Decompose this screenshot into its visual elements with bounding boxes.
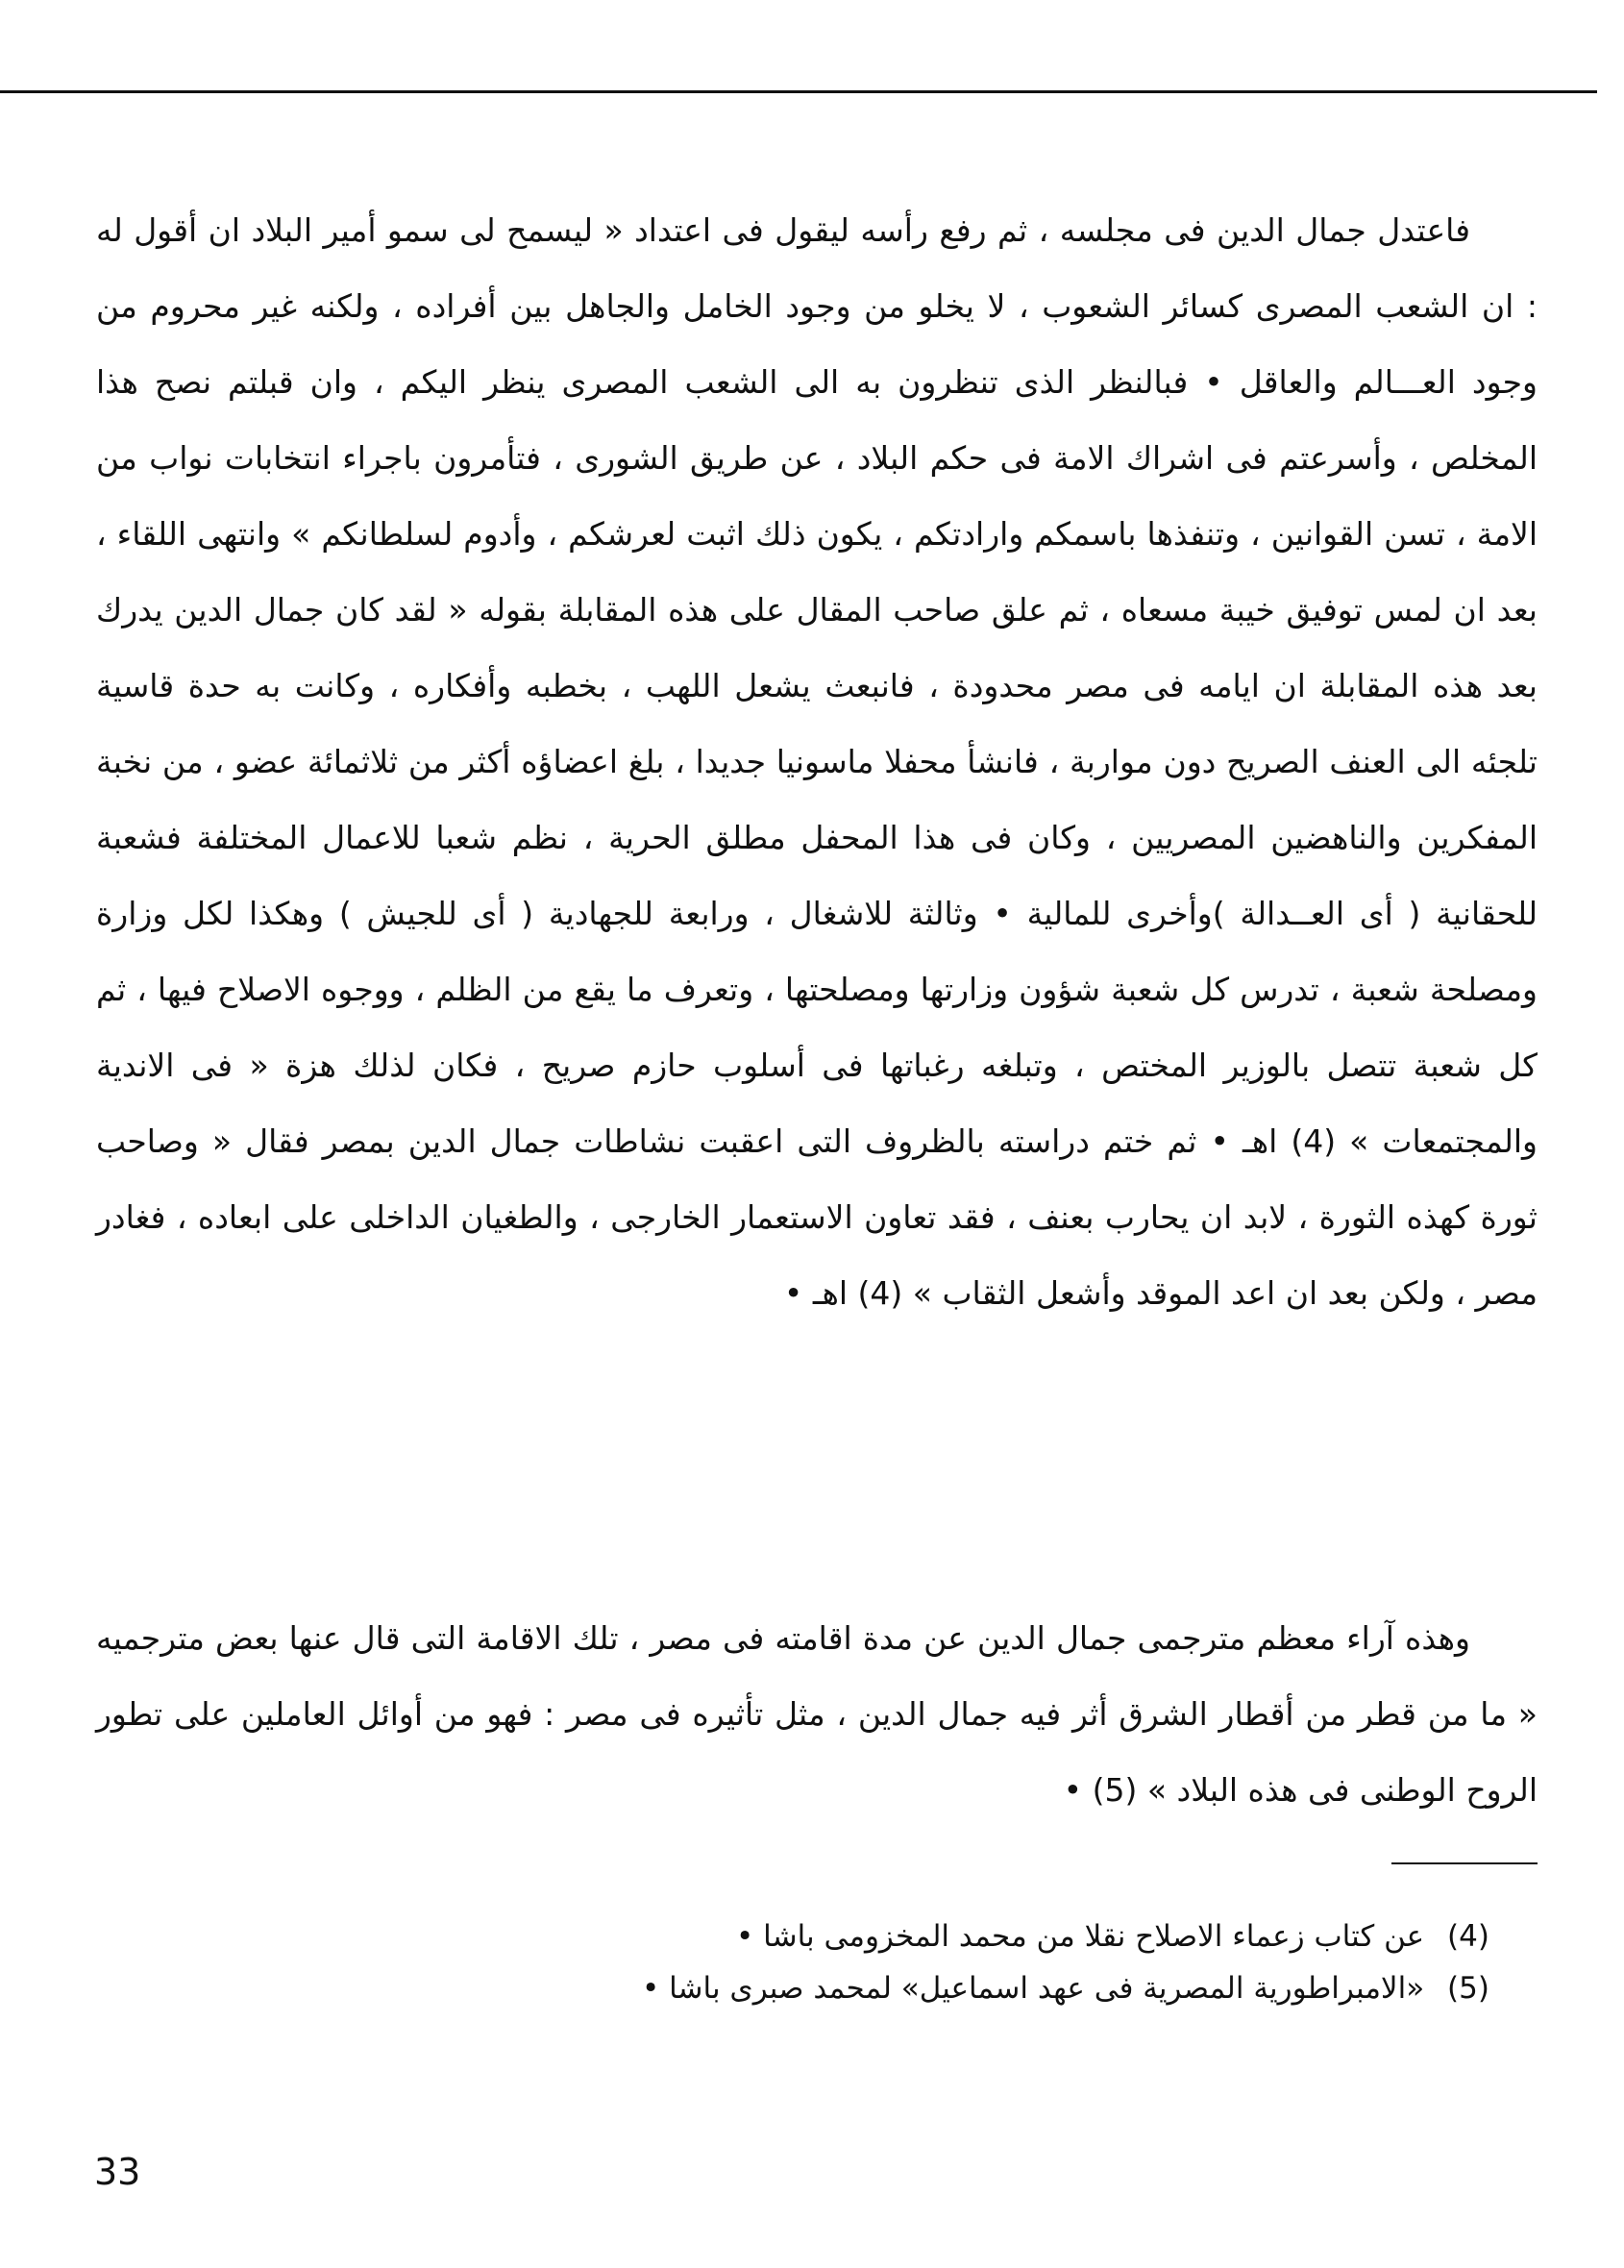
footnote-4 bbox=[288, 1911, 1489, 1962]
footnote-number: (4) bbox=[1447, 1919, 1489, 1954]
paragraph-text: فاعتدل جمال الدين فى مجلسه ، ثم رفع رأسه ليقول فى اعتداد « ليسمح لى سمو أمير البلاد ان أقول له : ان الشعب المصرى كسائر الشعوب ، لا يخلو من وجود الخامل والجاهل بين أفراده ، ولكنه غير محروم من وجود العـــالم والعاقل • فبالنظر الذى تنظرون به الى الشعب المصرى ينظر اليكم ، وان قبلتم نصح هذا المخلص ، وأسرعتم فى اشراك الامة فى حكم البلاد ، عن طريق الشورى ، فتأمرون باجراء انتخابات نواب من الامة ، تسن القوانين ، وتنفذها باسمكم وارادتكم ، يكون ذلك اثبت لعرشكم ، وأدوم لسلطانكم » وانتهى اللقاء ، بعد ان لمس توفيق خيبة مسعاه ، ثم علق صاحب المقال على هذه المقابلة بقوله « لقد كان جمال الدين يدرك بعد هذه المقابلة ان ايامه فى مصر محدودة ، فانبعث يشعل اللهب ، بخطبه وأفكاره ، وكانت به حدة قاسية تلجئه الى العنف الصريح دون مواربة ، فانشأ محفلا ماسونيا جديدا ، بلغ اعضاؤه أكثر من ثلاثمائة عضو ، من نخبة المفكرين والناهضين المصريين ، وكان فى هذا المحفل مطلق الحرية ، نظم شعبا للاعمال المختلفة فشعبة للحقانية ( أى العــدالة )وأخرى للمالية • وثالثة للاشغال ، ورابعة للجهادية ( أى للجيش ) وهكذا لكل وزارة ومصلحة شعبة ، تدرس كل شعبة شؤون وزارتها ومصلحتها ، وتعرف ما يقع من الظلم ، ووجوه الاصلاح فيها ، ثم كل شعبة تتصل بالوزير المختص ، وتبلغه رغباتها فى أسلوب حازم صريح ، فكان لذلك هزة « فى الاندية والمجتمعات » (4) اهـ • ثم ختم دراسته بالظروف التى اعقبت نشاطات جمال الدين بمصر فقال « وصاحب ثورة كهذه الثورة ، لابد ان يحارب بعنف ، فقد تعاون الاستعمار الخارجى ، والطغيان الداخلى على ابعاده ، فغادر مصر ، ولكن بعد ان اعد الموقد وأشعل الثقاب » (4) اهـ • bbox=[96, 211, 1538, 1312]
body-paragraph-2 bbox=[96, 1600, 1538, 1828]
footnote-text: عن كتاب زعماء الاصلاح نقلا من محمد المخزومى باشا • bbox=[736, 1919, 1425, 1954]
page-number: 33 bbox=[94, 2151, 141, 2193]
footnote-text: «الامبراطورية المصرية فى عهد اسماعيل» لمحمد صبرى باشا • bbox=[641, 1971, 1425, 2006]
footnote-number: (5) bbox=[1447, 1971, 1489, 2006]
footnote-5 bbox=[288, 1962, 1489, 2014]
body-paragraph-1 bbox=[96, 192, 1538, 1331]
footnotes bbox=[288, 1911, 1489, 2014]
footnote-separator bbox=[1391, 1862, 1538, 1864]
header-rule bbox=[0, 90, 1597, 93]
paragraph-text: وهذه آراء معظم مترجمى جمال الدين عن مدة اقامته فى مصر ، تلك الاقامة التى قال عنها بعض مترجميه « ما من قطر من أقطار الشرق أثر فيه جمال الدين ، مثل تأثيره فى مصر : فهو من أوائل العاملين على تطور الروح الوطنى فى هذه البلاد » (5) • bbox=[96, 1619, 1538, 1809]
